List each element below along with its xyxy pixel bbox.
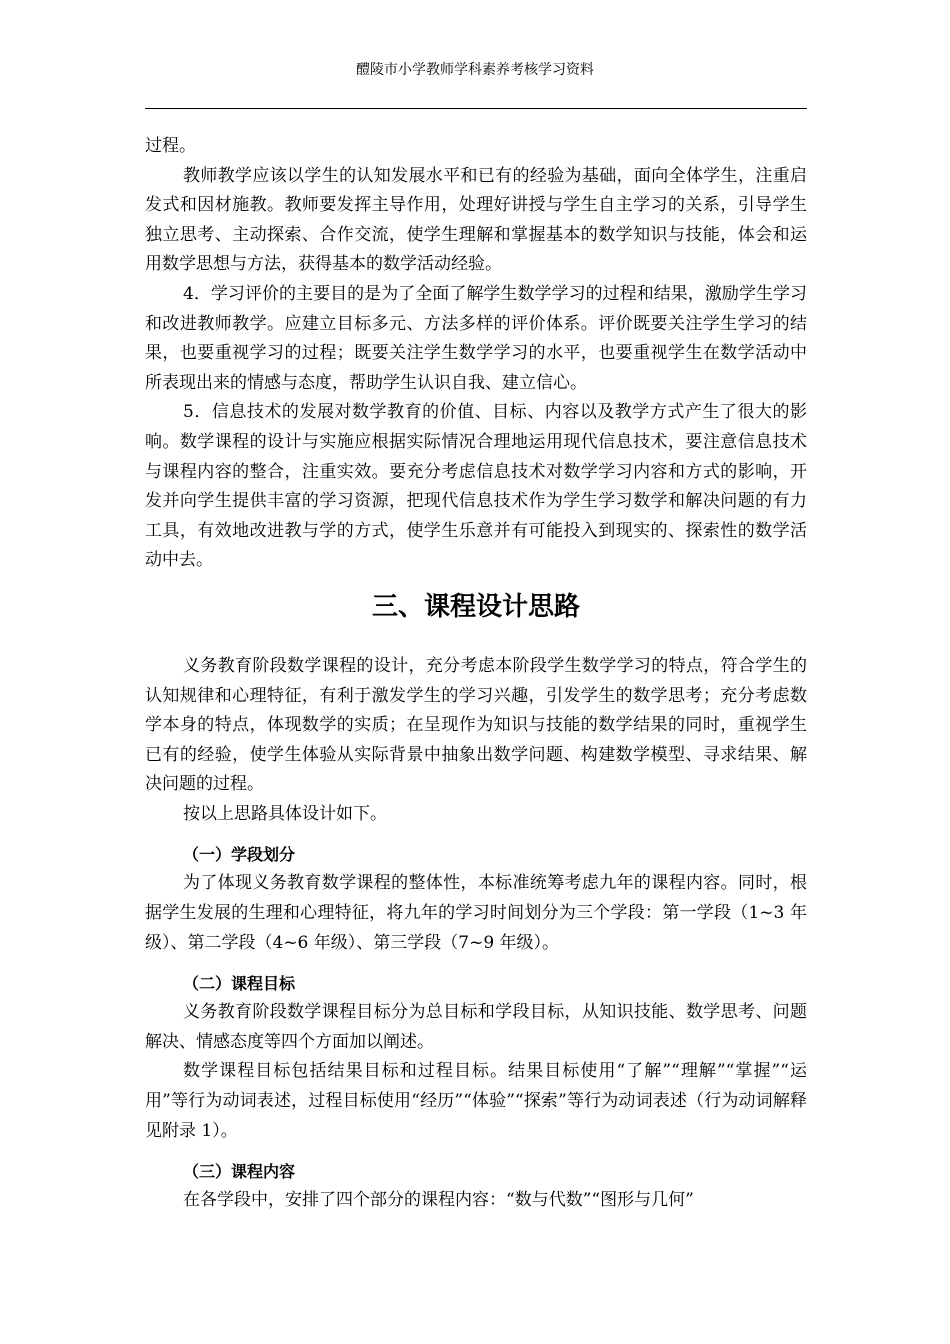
paragraph-learning-evaluation: 4．学习评价的主要目的是为了全面了解学生数学学习的过程和结果，激励学生学习和改进教师教学。应建立目标多元、方法多样的评价体系。评价既要关注学生学习的结果，也要重视学习的过程；既要关注学生数学学习的水平，也要重视学生在数学活动中所表现出来的情感与态度，帮助学生认识自我、建立信心。 (145, 283, 807, 393)
paragraph-course-content: 在各学段中，安排了四个部分的课程内容：“数与代数”“图形与几何” (183, 1190, 694, 1211)
document-body (145, 132, 807, 1216)
header-divider (145, 108, 807, 109)
paragraph-teacher-teaching: 教师教学应该以学生的认知发展水平和已有的经验为基础，面向全体学生，注重启发式和因材施教。教师要发挥主导作用，处理好讲授与学生自主学习的关系，引导学生独立思考、主动探索、合作交流，使学生理解和掌握基本的数学知识与技能，体会和运用数学思想与方法，获得基本的数学活动经验。 (145, 165, 807, 275)
subheading-course-goals: （二）课程目标 (183, 974, 296, 994)
running-header: 醴陵市小学教师学科素养考核学习资料 (356, 62, 594, 78)
paragraph-stage-division: 为了体现义务教育数学课程的整体性，本标准统筹考虑九年的课程内容。同时，根据学生发展的生理和心理特征，将九年的学习时间划分为三个学段：第一学段（1~3 年级）、第二学段（4~6 年级）、第三学段（7~9 年级）。 (145, 873, 807, 953)
paragraph-information-technology: 5．信息技术的发展对数学教育的价值、目标、内容以及教学方式产生了很大的影响。数学课程的设计与实施应根据实际情况合理地运用现代信息技术，要注意信息技术与课程内容的整合，注重实效。要充分考虑信息技术对数学学习内容和方式的影响，开发并向学生提供丰富的学习资源，把现代信息技术作为学生学习数学和解决问题的有力工具，有效地改进教与学的方式，使学生乐意并有可能投入到现实的、探索性的数学活动中去。 (145, 402, 807, 571)
section-title-course-design: 三、课程设计思路 (371, 591, 580, 622)
paragraph-design-follows: 按以上思路具体设计如下。 (183, 803, 387, 824)
paragraph-goal-types: 数学课程目标包括结果目标和过程目标。结果目标使用“了解”“理解”“掌握”“运用”等行为动词表述，过程目标使用“经历”“体验”“探索”等行为动词表述（行为动词解释见附录 1）。 (145, 1061, 807, 1141)
subheading-course-content: （三）课程内容 (183, 1162, 296, 1182)
paragraph-continuation: 过程。 (145, 136, 196, 156)
paragraph-course-design-intro: 义务教育阶段数学课程的设计，充分考虑本阶段学生数学学习的特点，符合学生的认知规律和心理特征，有利于激发学生的学习兴趣，引发学生的数学思考；充分考虑数学本身的特点，体现数学的实质；在呈现作为知识与技能的数学结果的同时，重视学生已有的经验，使学生体验从实际背景中抽象出数学问题、构建数学模型、寻求结果、解决问题的过程。 (145, 655, 807, 795)
paragraph-course-goals: 义务教育阶段数学课程目标分为总目标和学段目标，从知识技能、数学思考、问题解决、情感态度等四个方面加以阐述。 (145, 1002, 807, 1052)
subheading-stage-division: （一）学段划分 (183, 845, 296, 865)
